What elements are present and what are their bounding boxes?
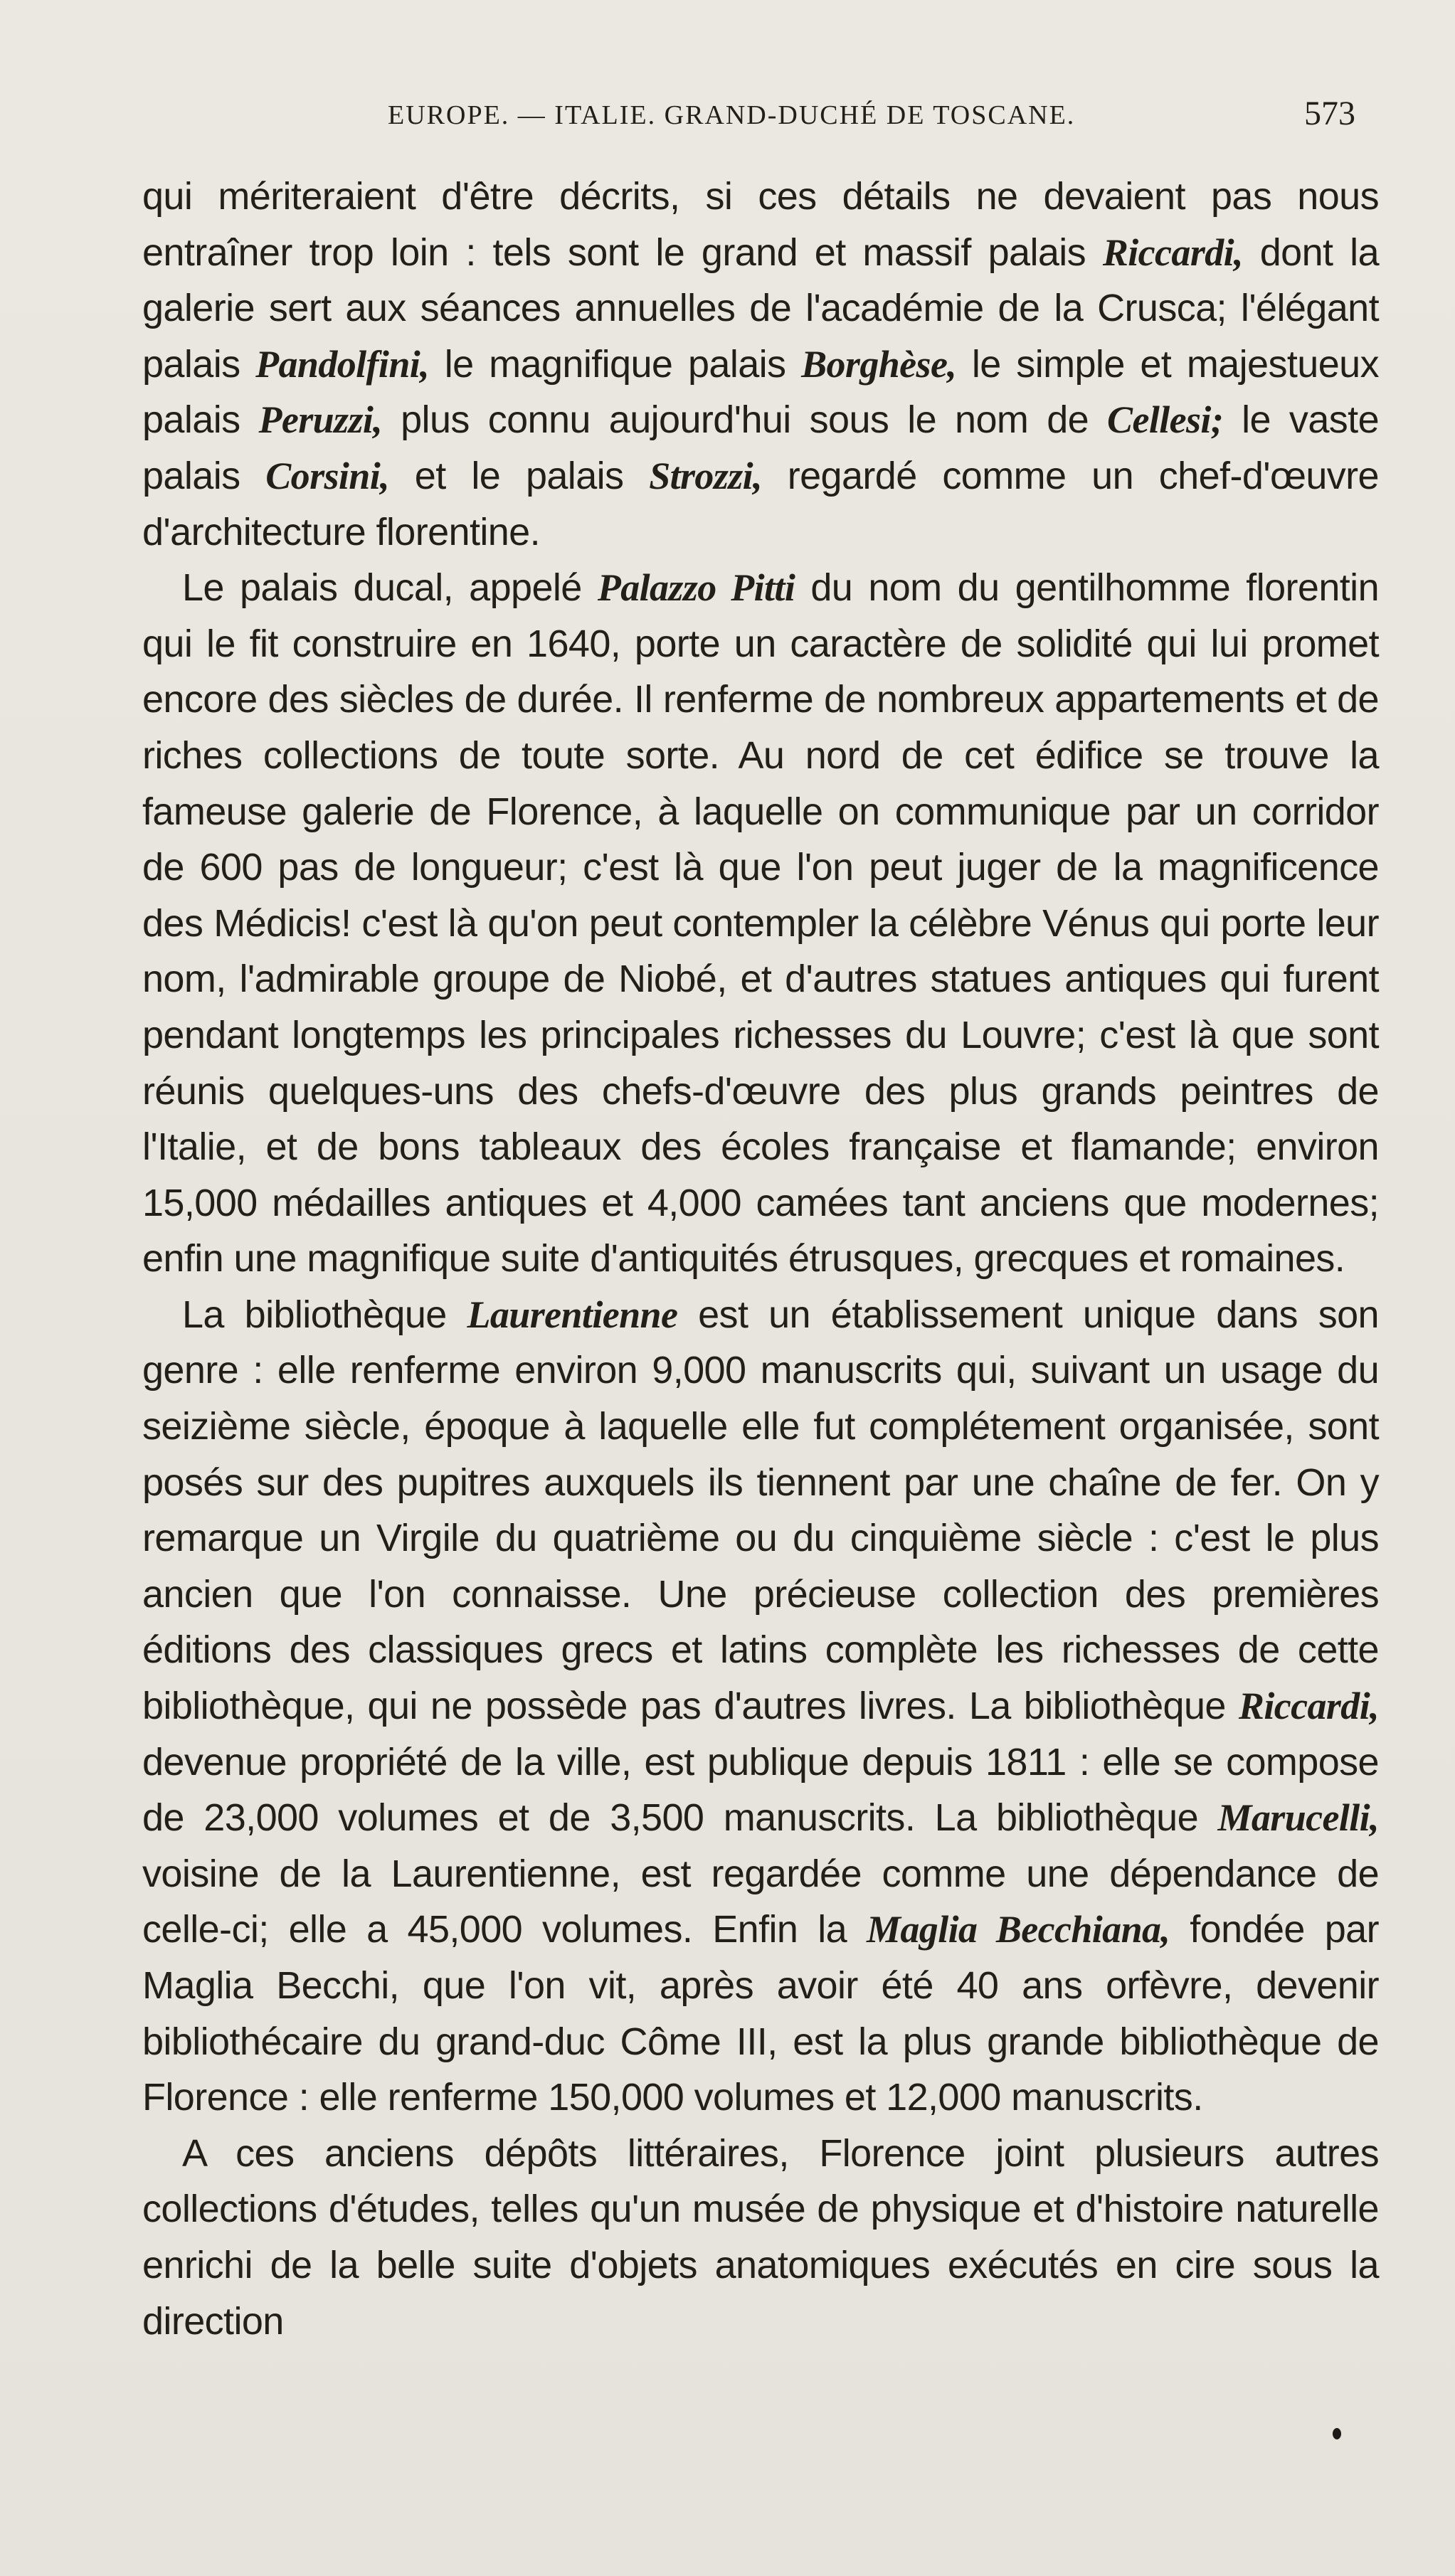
text-run: fondée par Maglia Becchi, que l'on vit, après avoir été 40 ans orfèvre, devenir bibliothécaire du grand-duc Côme III, est la plus grande bibliothèque de Florence : elle renferme 150,000 volumes et 12,000 manuscrits.	[142, 1908, 1379, 2119]
text-run: devenue propriété de la ville, est publique depuis 1811 : elle se compose de 23,000 volumes et de 3,500 manuscrits. La bibliothèque	[142, 1740, 1379, 1840]
italic-name: Pandolfini,	[255, 342, 430, 386]
text-run: qui mériteraient d'être décrits, si ces détails ne devaient pas nous entraîner trop loin : tels sont le grand et massif palais	[142, 175, 1379, 274]
paragraph	[142, 2126, 1379, 2349]
text-run: Le palais ducal, appelé	[182, 566, 598, 610]
italic-name: Strozzi,	[649, 454, 762, 497]
body-text	[142, 169, 1379, 2349]
italic-name: Borghèse,	[801, 342, 957, 386]
paragraph	[142, 560, 1379, 1287]
text-run: voisine de la Laurentienne, est regardée comme une dépendance de celle-ci; elle a 45,000 volumes. Enfin la	[142, 1852, 1379, 1951]
text-run: le magnifique palais	[429, 342, 802, 386]
text-run: plus connu aujourd'hui sous le nom de	[382, 398, 1108, 442]
italic-name: Corsini,	[265, 454, 390, 497]
ink-speck	[1333, 2428, 1341, 2439]
text-run: est un établissement unique dans son genre : elle renferme environ 9,000 manuscrits qui, suivant un usage du seizième siècle, époque à laquelle elle fut complétement organisée, sont posés sur des pupitres auxquels ils tiennent par une chaîne de fer. On y remarque un Virgile du quatrième ou du cinquième siècle : c'est le plus ancien que l'on connaisse. Une précieuse collection des premières éditions des classiques grecs et latins complète les richesses de cette bibliothèque, qui ne possède pas d'autres livres. La bibliothèque	[142, 1293, 1379, 1728]
text-run: le vaste palais	[142, 398, 1380, 497]
italic-name: Riccardi,	[1238, 1685, 1379, 1728]
text-run: le simple et majestueux palais	[142, 342, 1379, 442]
italic-name: Marucelli,	[1217, 1796, 1379, 1840]
running-header	[388, 95, 1355, 142]
italic-name: Peruzzi,	[258, 398, 383, 442]
paragraph	[142, 169, 1379, 560]
text-run: et le palais	[389, 454, 650, 497]
italic-name: Cellesi;	[1107, 398, 1224, 442]
italic-name: Laurentienne	[467, 1293, 678, 1336]
italic-name: Maglia Becchiana,	[866, 1908, 1170, 1951]
paragraph	[142, 1287, 1379, 2126]
italic-name: Palazzo Pitti	[597, 566, 795, 610]
text-run: regardé comme un chef-d'œuvre d'architecture florentine.	[142, 454, 1379, 553]
text-run: du nom du gentilhomme florentin qui le fit construire en 1640, porte un caractère de solidité qui lui promet encore des siècles de durée. Il renferme de nombreux appartements et de riches collections de toute sorte. Au nord de cet édifice se trouve la fameuse galerie de Florence, à laquelle on communique par un corridor de 600 pas de longueur; c'est là que l'on peut juger de la magnificence des Médicis! c'est là qu'on peut contempler la célèbre Vénus qui porte leur nom, l'admirable groupe de Niobé, et d'autres statues antiques qui furent pendant longtemps les principales richesses du Louvre; c'est là que sont réunis quelques-uns des chefs-d'œuvre des plus grands peintres de l'Italie, et de bons tableaux des écoles française et flamande; environ 15,000 médailles antiques et 4,000 camées tant anciens que modernes; enfin une magnifique suite d'antiquités étrusques, grecques et romaines.	[142, 566, 1379, 1281]
text-run: La bibliothèque	[182, 1293, 467, 1336]
italic-name: Riccardi,	[1102, 230, 1243, 274]
page-number: 573	[1304, 95, 1355, 132]
header-title: EUROPE. — ITALIE. GRAND-DUCHÉ DE TOSCANE.	[388, 100, 1076, 130]
text-run: dont la galerie sert aux séances annuelles de l'académie de la Crusca; l'élégant palais	[142, 230, 1379, 386]
text-run: A ces anciens dépôts littéraires, Florence joint plusieurs autres collections d'études, telles qu'un musée de physique et d'histoire naturelle enrichi de la belle suite d'objets anatomiques exécutés en cire sous la direction	[142, 2131, 1379, 2343]
